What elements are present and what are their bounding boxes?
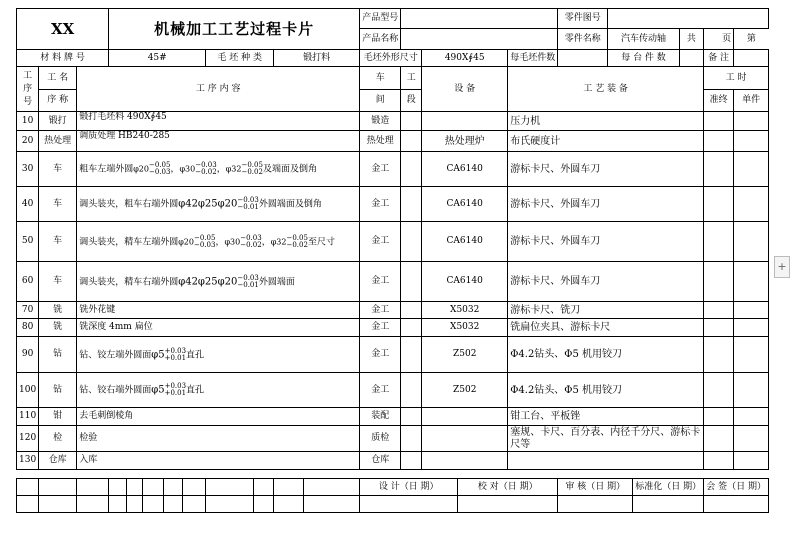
op-section xyxy=(401,262,422,302)
tol-lower: +0.01 xyxy=(164,353,187,362)
col-proc-name-b: 序 称 xyxy=(39,90,77,112)
op-time-prep[interactable] xyxy=(704,302,734,319)
op-equip xyxy=(422,112,508,131)
op-time-unit[interactable] xyxy=(734,337,769,373)
op-section xyxy=(401,408,422,426)
mark-cell[interactable] xyxy=(39,479,77,496)
op-tooling: 游标卡尺、外圆车刀 xyxy=(508,187,704,222)
op-content[interactable]: 去毛刺倒棱角 xyxy=(77,408,360,426)
op-equip: X5032 xyxy=(422,319,508,337)
tol-lower: −0.02 xyxy=(195,168,217,176)
table-row xyxy=(17,319,769,337)
op-time-unit[interactable] xyxy=(734,262,769,302)
op-tooling xyxy=(508,452,704,470)
op-section xyxy=(401,131,422,152)
mark-cell[interactable] xyxy=(109,496,127,513)
mark-cell[interactable] xyxy=(304,479,360,496)
audit-label: 审 核（日 期） xyxy=(558,479,633,496)
op-shop: 金工 xyxy=(360,319,401,337)
product-name-label: 产品名称 xyxy=(360,29,401,50)
card-title: 机械加工工艺过程卡片 xyxy=(109,9,360,50)
op-name: 仓库 xyxy=(39,452,77,470)
countersign-label: 会 签（日 期） xyxy=(704,479,769,496)
op-time-prep[interactable] xyxy=(704,262,734,302)
col-section-b: 段 xyxy=(401,90,422,112)
op-time-unit[interactable] xyxy=(734,187,769,222)
part-drawing-label: 零件图号 xyxy=(558,9,608,29)
tol-upper: +0.03 xyxy=(164,382,187,390)
dim-d20: φ20 xyxy=(133,164,149,174)
process-card xyxy=(16,8,769,513)
tol-upper: −0.03 xyxy=(237,196,259,204)
op-content-post: 外圆端面 xyxy=(258,277,295,287)
tol-upper: −0.03 xyxy=(237,273,259,282)
op-name: 车 xyxy=(39,262,77,302)
op-content-post: 外圆端面及倒角 xyxy=(258,199,322,210)
mark-cell[interactable] xyxy=(183,496,206,513)
op-time-prep[interactable] xyxy=(704,112,734,131)
col-workshop-a: 车 xyxy=(360,67,401,90)
op-tooling: 游标卡尺、外圆车刀 xyxy=(508,222,704,262)
op-content[interactable]: 调质处理 HB240-285 xyxy=(77,131,360,152)
op-name: 钻 xyxy=(39,337,77,373)
per-blank-label: 每毛坯件数 xyxy=(508,50,558,67)
op-shop: 质检 xyxy=(360,426,401,452)
op-name: 锻打 xyxy=(39,112,77,131)
table-row xyxy=(17,152,769,187)
per-blank-value[interactable] xyxy=(558,50,608,67)
company-name: XX xyxy=(17,9,109,50)
op-section xyxy=(401,222,422,262)
dim-d42-tol xyxy=(237,275,258,289)
dim-d42-tol xyxy=(237,197,258,211)
op-no: 110 xyxy=(17,408,39,426)
design-sign[interactable] xyxy=(360,496,458,513)
op-no: 40 xyxy=(17,187,39,222)
op-shop: 金工 xyxy=(360,187,401,222)
tol-lower: +0.01 xyxy=(164,389,187,397)
op-content-pre: 钻、铰左端外圆面 xyxy=(79,350,152,360)
op-time-unit[interactable] xyxy=(734,452,769,470)
op-content-post: 至尺寸 xyxy=(307,237,335,247)
op-name: 钳 xyxy=(39,408,77,426)
mark-cell[interactable] xyxy=(39,496,77,513)
col-content: 工 序 内 容 xyxy=(77,67,360,112)
dim-sep: ， xyxy=(261,237,271,247)
op-time-prep[interactable] xyxy=(704,131,734,152)
op-shop: 金工 xyxy=(360,373,401,408)
op-no: 80 xyxy=(17,319,39,337)
dim-d42: φ42φ25φ20 xyxy=(178,198,238,210)
signoff-row xyxy=(17,479,769,496)
table-row xyxy=(17,452,769,470)
dim-sep: ， xyxy=(216,164,226,175)
op-content-pre: 钻、铰右端外圆面 xyxy=(79,385,152,396)
dim-d20: φ20 xyxy=(178,237,194,246)
mark-cell[interactable] xyxy=(254,479,274,496)
op-tooling: Φ4.2钻头、Φ5 机用铰刀 xyxy=(508,337,704,373)
material-grade-label: 材 料 牌 号 xyxy=(17,50,109,67)
op-name: 热处理 xyxy=(39,131,77,152)
dim-d30-tol xyxy=(240,235,261,249)
audit-sign[interactable] xyxy=(558,496,633,513)
table-row xyxy=(17,373,769,408)
op-tooling: 游标卡尺、外圆车刀 xyxy=(508,152,704,187)
part-drawing-value[interactable] xyxy=(608,9,769,29)
dim-d42: φ42φ25φ20 xyxy=(178,276,238,287)
op-content-pre: 粗车左端外圆 xyxy=(79,164,134,175)
table-row xyxy=(17,408,769,426)
op-time-prep[interactable] xyxy=(704,408,734,426)
mark-cell[interactable] xyxy=(127,479,143,496)
op-equip xyxy=(422,426,508,452)
mark-cell[interactable] xyxy=(77,479,109,496)
dim-d20-tol xyxy=(194,235,215,249)
product-model-value[interactable] xyxy=(401,9,558,29)
op-equip: CA6140 xyxy=(422,152,508,187)
op-section xyxy=(401,426,422,452)
part-name-label: 零件名称 xyxy=(558,29,608,50)
per-unit-value[interactable] xyxy=(679,50,703,67)
op-section xyxy=(401,452,422,470)
pages-label: 页 xyxy=(704,29,734,50)
op-time-unit[interactable] xyxy=(734,302,769,319)
product-name-value[interactable] xyxy=(401,29,558,50)
op-shop: 金工 xyxy=(360,302,401,319)
op-content[interactable]: 铣深度 4mm 扁位 xyxy=(77,319,360,337)
op-section xyxy=(401,187,422,222)
tol-upper: +0.03 xyxy=(164,346,187,355)
op-time-prep[interactable] xyxy=(704,222,734,262)
page-no-label: 第 xyxy=(734,29,769,50)
dim-d5-tol xyxy=(165,348,186,362)
mark-cell[interactable] xyxy=(183,479,206,496)
remark-label: 备 注 xyxy=(704,50,734,67)
tol-upper: −0.05 xyxy=(286,233,308,242)
op-name: 车 xyxy=(39,187,77,222)
dim-d30: φ30 xyxy=(179,164,196,174)
op-no: 10 xyxy=(17,112,39,131)
op-time-prep[interactable] xyxy=(704,452,734,470)
op-section xyxy=(401,152,422,187)
op-equip: CA6140 xyxy=(422,222,508,262)
col-section-a: 工 xyxy=(401,67,422,90)
op-shop: 金工 xyxy=(360,337,401,373)
dim-d20-tol xyxy=(149,162,170,176)
dim-d30-tol xyxy=(195,162,216,176)
mark-cell[interactable] xyxy=(17,479,39,496)
op-content[interactable]: 铣外花键 xyxy=(77,302,360,319)
op-tooling: 塞规、卡尺、百分表、内径千分尺、游标卡尺等 xyxy=(508,426,704,452)
op-content-pre: 调头装夹，精车左端外圆 xyxy=(79,237,179,247)
op-name: 车 xyxy=(39,222,77,262)
review-label: 校 对（日 期） xyxy=(458,479,558,496)
mark-cell[interactable] xyxy=(304,496,360,513)
mark-cell[interactable] xyxy=(274,496,304,513)
op-time-unit[interactable] xyxy=(734,408,769,426)
signoff-spacer xyxy=(17,470,769,479)
op-content[interactable]: 检验 xyxy=(77,426,360,452)
op-time-prep[interactable] xyxy=(704,152,734,187)
op-no: 130 xyxy=(17,452,39,470)
op-content[interactable] xyxy=(77,222,360,262)
table-row xyxy=(17,187,769,222)
op-content[interactable] xyxy=(77,152,360,187)
standard-label: 标准化（日 期） xyxy=(633,479,704,496)
op-section xyxy=(401,337,422,373)
mark-cell[interactable] xyxy=(254,496,274,513)
col-time-prep: 准终 xyxy=(704,90,734,112)
blank-type-value[interactable]: 锻打料 xyxy=(274,50,360,67)
tol-upper: −0.03 xyxy=(195,161,217,169)
process-card-table xyxy=(16,8,769,513)
dim-d5: φ5 xyxy=(151,349,165,360)
table-row xyxy=(17,131,769,152)
op-content-pre: 调头装夹，精车右端外圆 xyxy=(79,277,179,287)
dim-d32-tol xyxy=(286,235,307,249)
col-equipment: 设 备 xyxy=(422,67,508,112)
op-name: 检 xyxy=(39,426,77,452)
mark-cell[interactable] xyxy=(164,479,183,496)
op-time-unit[interactable] xyxy=(734,112,769,131)
per-unit-label: 每 台 件 数 xyxy=(608,50,680,67)
mark-cell[interactable] xyxy=(143,496,164,513)
op-no: 90 xyxy=(17,337,39,373)
op-content[interactable]: 入库 xyxy=(77,452,360,470)
table-row xyxy=(17,426,769,452)
op-content-post: 直孔 xyxy=(186,350,205,360)
op-no: 120 xyxy=(17,426,39,452)
op-section xyxy=(401,302,422,319)
table-row xyxy=(17,112,769,131)
review-sign[interactable] xyxy=(458,496,558,513)
op-equip: CA6140 xyxy=(422,187,508,222)
op-tooling: 铣扁位夹具、游标卡尺 xyxy=(508,319,704,337)
op-shop: 装配 xyxy=(360,408,401,426)
op-section xyxy=(401,373,422,408)
op-time-unit[interactable] xyxy=(734,373,769,408)
tol-lower: −0.03 xyxy=(193,240,216,249)
dim-sep: ， xyxy=(170,164,180,175)
op-content[interactable]: 锻打毛坯料 490X∮45 xyxy=(77,112,360,131)
mark-cell[interactable] xyxy=(127,496,143,513)
op-shop: 仓库 xyxy=(360,452,401,470)
op-shop: 金工 xyxy=(360,222,401,262)
table-row xyxy=(17,222,769,262)
countersign-sign[interactable] xyxy=(704,496,769,513)
col-tooling: 工 艺 装 备 xyxy=(508,67,704,112)
tol-upper: −0.05 xyxy=(193,233,216,242)
mark-cell[interactable] xyxy=(164,496,183,513)
col-proc-name-a: 工 名 xyxy=(39,67,77,90)
op-name: 钻 xyxy=(39,373,77,408)
remark-value[interactable] xyxy=(734,50,769,67)
mark-cell[interactable] xyxy=(109,479,127,496)
standard-sign[interactable] xyxy=(633,496,704,513)
dim-sep: ， xyxy=(215,237,225,247)
table-row xyxy=(17,337,769,373)
op-time-unit[interactable] xyxy=(734,222,769,262)
op-no: 100 xyxy=(17,373,39,408)
expand-tab-button[interactable]: + xyxy=(774,256,790,278)
op-equip: 热处理炉 xyxy=(422,131,508,152)
op-tooling: 游标卡尺、铣刀 xyxy=(508,302,704,319)
op-content[interactable] xyxy=(77,187,360,222)
mark-cell[interactable] xyxy=(274,479,304,496)
op-content[interactable] xyxy=(77,337,360,373)
table-row xyxy=(17,302,769,319)
col-time-unit: 单件 xyxy=(734,90,769,112)
op-equip: CA6140 xyxy=(422,262,508,302)
op-shop: 热处理 xyxy=(360,131,401,152)
col-workshop-b: 间 xyxy=(360,90,401,112)
op-tooling: 钳工台、平板锉 xyxy=(508,408,704,426)
mark-cell[interactable] xyxy=(77,496,109,513)
tol-lower: −0.01 xyxy=(237,203,259,211)
op-tooling: 压力机 xyxy=(508,112,704,131)
op-equip: Z502 xyxy=(422,337,508,373)
op-equip: X5032 xyxy=(422,302,508,319)
op-shop: 金工 xyxy=(360,262,401,302)
total-label: 共 xyxy=(679,29,703,50)
dim-d30: φ30 xyxy=(224,237,241,246)
mark-cell[interactable] xyxy=(17,496,39,513)
dim-d5: φ5 xyxy=(151,384,165,396)
blank-type-label: 毛 坯 种 类 xyxy=(206,50,274,67)
tol-lower: −0.01 xyxy=(237,280,259,289)
table-row xyxy=(17,262,769,302)
op-time-prep[interactable] xyxy=(704,373,734,408)
op-time-prep[interactable] xyxy=(704,187,734,222)
op-time-unit[interactable] xyxy=(734,426,769,452)
op-equip xyxy=(422,408,508,426)
design-label: 设 计（日 期） xyxy=(360,479,458,496)
op-no: 50 xyxy=(17,222,39,262)
blank-size-label: 毛坯外形尺寸 xyxy=(360,50,422,67)
op-shop: 金工 xyxy=(360,152,401,187)
op-content-post: 直孔 xyxy=(186,385,205,396)
mark-cell[interactable] xyxy=(206,496,254,513)
op-content[interactable] xyxy=(77,373,360,408)
tol-upper: −0.05 xyxy=(241,161,263,169)
op-time-unit[interactable] xyxy=(734,319,769,337)
op-content-post: 及端面及倒角 xyxy=(262,164,317,175)
part-name-value[interactable]: 汽车传动轴 xyxy=(608,29,680,50)
op-section xyxy=(401,112,422,131)
col-time: 工 时 xyxy=(704,67,769,90)
op-name: 铣 xyxy=(39,302,77,319)
col-seq-no: 工 序 号 xyxy=(17,67,39,112)
op-tooling: 布氏硬度计 xyxy=(508,131,704,152)
op-time-unit[interactable] xyxy=(734,131,769,152)
op-section xyxy=(401,319,422,337)
tol-lower: −0.03 xyxy=(148,168,171,176)
op-name: 车 xyxy=(39,152,77,187)
dim-d32: φ32 xyxy=(225,164,242,174)
blank-size-value[interactable]: 490X∮45 xyxy=(422,50,508,67)
mark-cell[interactable] xyxy=(143,479,164,496)
op-equip: Z502 xyxy=(422,373,508,408)
signoff-row xyxy=(17,496,769,513)
op-no: 30 xyxy=(17,152,39,187)
op-time-prep[interactable] xyxy=(704,337,734,373)
dim-d5-tol xyxy=(165,383,186,397)
tol-lower: −0.02 xyxy=(241,168,263,176)
op-tooling: Φ4.2钻头、Φ5 机用铰刀 xyxy=(508,373,704,408)
op-content[interactable] xyxy=(77,262,360,302)
product-model-label: 产品型号 xyxy=(360,9,401,29)
op-time-unit[interactable] xyxy=(734,152,769,187)
op-time-prep[interactable] xyxy=(704,426,734,452)
op-name: 铣 xyxy=(39,319,77,337)
tol-lower: −0.02 xyxy=(286,240,308,249)
op-time-prep[interactable] xyxy=(704,319,734,337)
tol-upper: −0.05 xyxy=(148,161,171,169)
op-no: 60 xyxy=(17,262,39,302)
op-equip xyxy=(422,452,508,470)
op-no: 70 xyxy=(17,302,39,319)
material-grade-value[interactable]: 45# xyxy=(109,50,206,67)
op-tooling: 游标卡尺、外圆车刀 xyxy=(508,262,704,302)
mark-cell[interactable] xyxy=(206,479,254,496)
op-content-pre: 调头装夹，粗车右端外圆 xyxy=(79,199,179,210)
op-no: 20 xyxy=(17,131,39,152)
dim-d32-tol xyxy=(241,162,262,176)
dim-d32: φ32 xyxy=(270,237,287,246)
op-shop: 锻造 xyxy=(360,112,401,131)
tol-upper: −0.03 xyxy=(240,233,262,242)
tol-lower: −0.02 xyxy=(240,240,262,249)
